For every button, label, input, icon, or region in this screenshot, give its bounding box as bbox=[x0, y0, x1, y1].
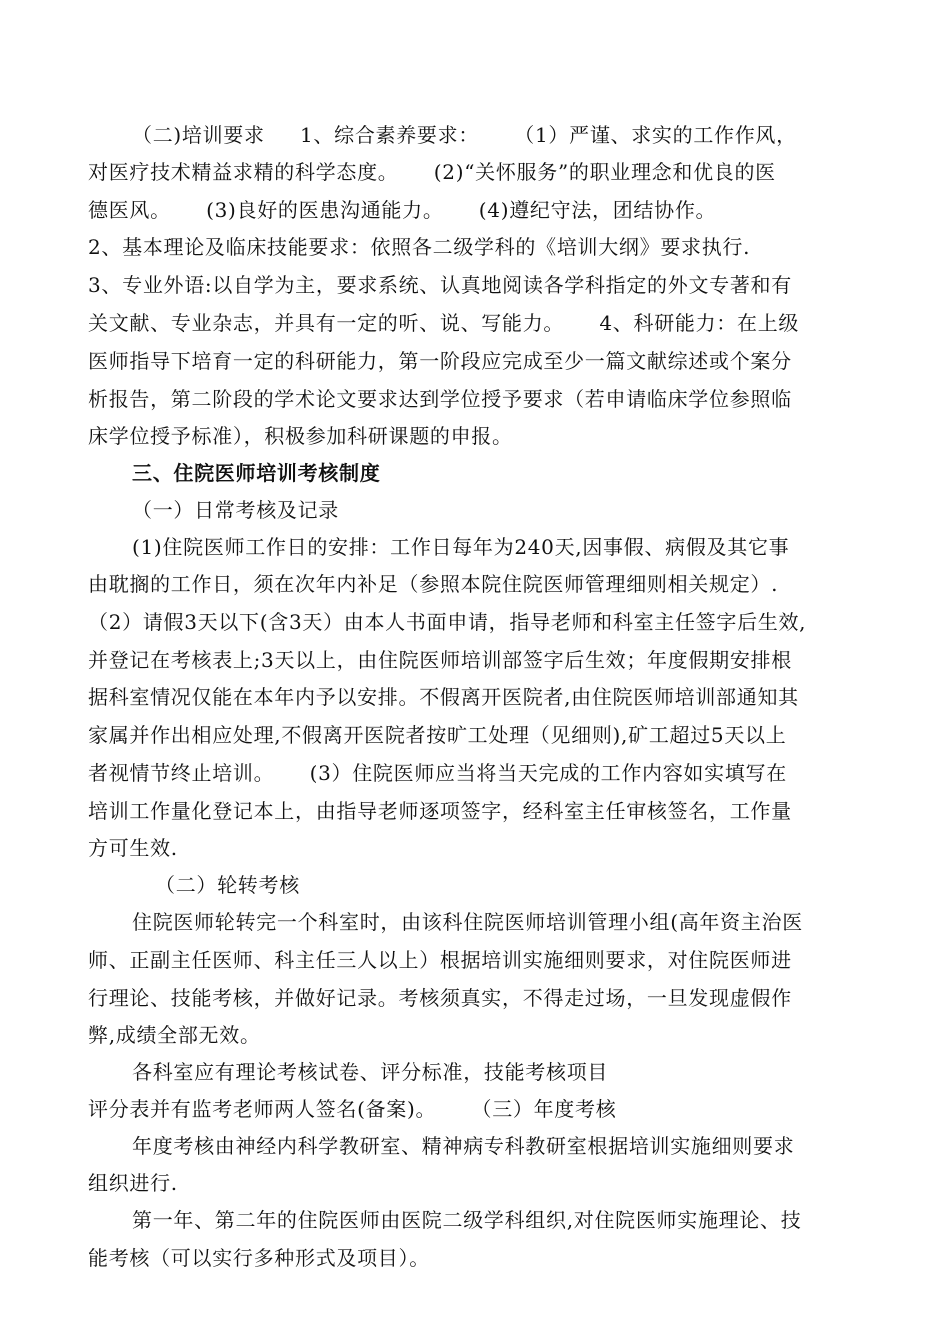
text-line: 各科室应有理论考核试卷、评分标准，技能考核项目 bbox=[132, 1060, 609, 1084]
text-line: (1)住院医师工作日的安排：工作日每年为240天,因事假、病假及其它事 bbox=[132, 535, 790, 559]
text-line: 关文献、专业杂志，并具有一定的听、说、写能力。 4、科研能力：在上级 bbox=[88, 311, 800, 335]
text-line: （二)培训要求 1、综合素养要求： （1）严谨、求实的工作作风， bbox=[132, 123, 797, 147]
text-line: 弊,成绩全部无效。 bbox=[88, 1023, 261, 1047]
text-line: 家属并作出相应处理,不假离开医院者按旷工处理（见细则),矿工超过5天以上 bbox=[88, 723, 787, 747]
text-line: 床学位授予标准），积极参加科研课题的申报。 bbox=[88, 424, 513, 448]
text-line: 医师指导下培育一定的科研能力，第一阶段应完成至少一篇文献综述或个案分 bbox=[88, 349, 792, 373]
text-line: 据科室情况仅能在本年内予以安排。不假离开医院者,由住院医师培训部通知其 bbox=[88, 685, 799, 709]
text-line: 师、正副主任医师、科主任三人以上）根据培训实施细则要求，对住院医师进 bbox=[88, 948, 792, 972]
text-line: 第一年、第二年的住院医师由医院二级学科组织,对住院医师实施理论、技 bbox=[132, 1208, 802, 1232]
text-line: 方可生效. bbox=[88, 836, 178, 860]
text-line: 德医风。 (3)良好的医患沟通能力。 (4)遵纪守法，团结协作。 bbox=[88, 198, 717, 222]
text-line: 能考核（可以实行多种形式及项目）。 bbox=[88, 1246, 430, 1270]
text-line: 者视情节终止培训。 (3）住院医师应当将当天完成的工作内容如实填写在 bbox=[88, 761, 787, 785]
subsection-heading: （一）日常考核及记录 bbox=[132, 498, 339, 522]
subsection-heading: （二）轮转考核 bbox=[155, 873, 300, 897]
text-line: 行理论、技能考核，并做好记录。考核须真实，不得走过场，一旦发现虚假作 bbox=[88, 986, 792, 1010]
text-line: 2、基本理论及临床技能要求：依照各二级学科的《培训大纲》要求执行. bbox=[88, 235, 751, 259]
text-line: 析报告，第二阶段的学术论文要求达到学位授予要求（若申请临床学位参照临 bbox=[88, 387, 792, 411]
text-line: 并登记在考核表上;3天以上，由住院医师培训部签字后生效；年度假期安排根 bbox=[88, 648, 792, 672]
text-line: 由耽搁的工作日，须在次年内补足（参照本院住院医师管理细则相关规定）. bbox=[88, 572, 779, 596]
text-line: 培训工作量化登记本上，由指导老师逐项签字，经科室主任审核签名，工作量 bbox=[88, 799, 792, 823]
text-line: （2）请假3天以下(含3天）由本人书面申请，指导老师和科室主任签字后生效, bbox=[88, 610, 807, 634]
text-line: 对医疗技术精益求精的科学态度。 (2)“关怀服务”的职业理念和优良的医 bbox=[88, 160, 776, 184]
text-line: 评分表并有监考老师两人签名(备案)。 （三）年度考核 bbox=[88, 1097, 617, 1121]
section-heading: 三、住院医师培训考核制度 bbox=[132, 461, 381, 485]
text-line: 住院医师轮转完一个科室时，由该科住院医师培训管理小组(高年资主治医 bbox=[132, 910, 803, 934]
text-line: 组织进行. bbox=[88, 1171, 178, 1195]
text-line: 年度考核由神经内科学教研室、精神病专科教研室根据培训实施细则要求 bbox=[132, 1134, 795, 1158]
text-line: 3、专业外语:以自学为主，要求系统、认真地阅读各学科指定的外文专著和有 bbox=[88, 273, 792, 297]
